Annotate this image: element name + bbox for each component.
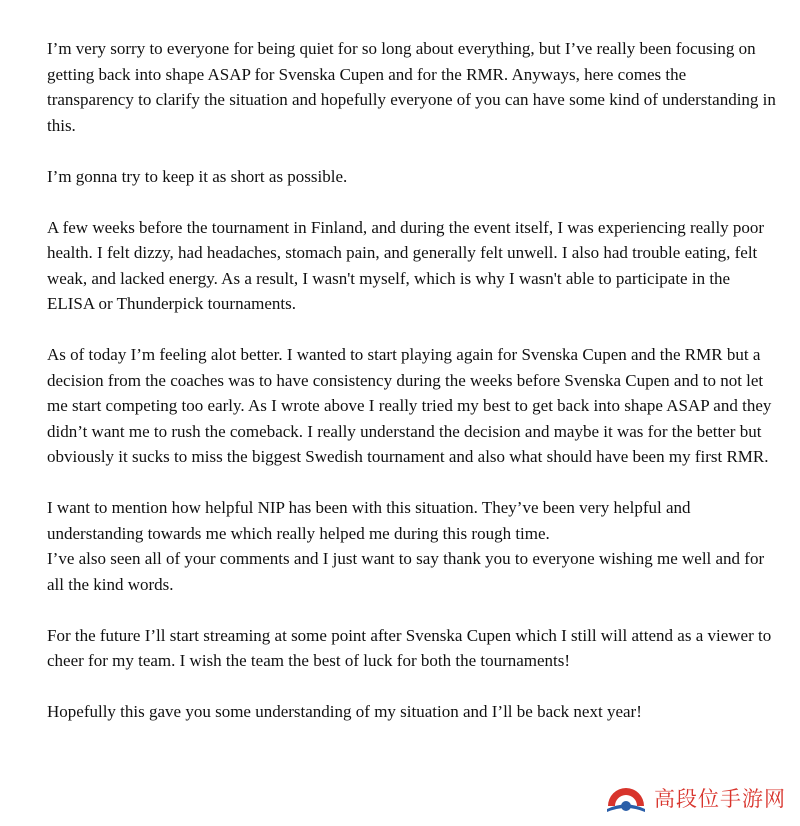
paragraph-4: As of today I’m feeling alot better. I wanted to start playing again for Svenska Cupen and the RMR but a decision from the coaches was to have consistency during the weeks before Svenska Cupen and to not let me start competing too early. As I wrote above I really tried my best to get back into shape ASAP and they didn’t want me to rush the comeback. I really understand the decision and maybe it was for the better but obviously it sucks to miss the biggest Swedish tournament and also what should have been my first RMR. — [47, 345, 772, 466]
site-logo-icon — [604, 780, 648, 816]
watermark-text: 高段位手游网 — [654, 787, 786, 811]
paragraph-7: Hopefully this gave you some understanding of my situation and I’ll be back next year! — [47, 702, 642, 721]
statement-text — [47, 36, 777, 750]
paragraph-6: For the future I’ll start streaming at some point after Svenska Cupen which I still will attend as a viewer to cheer for my team. I wish the team the best of luck for both the tournaments! — [47, 625, 772, 670]
paragraph-5: I want to mention how helpful NIP has been with this situation. They’ve been very helpful and understanding towards me which really helped me during this rough time. I’ve also seen all of your comments and I just want to say thank you to everyone wishing me well and for all the kind words. — [47, 498, 765, 594]
watermark — [604, 780, 786, 816]
paragraph-3: A few weeks before the tournament in Finland, and during the event itself, I was experiencing really poor health. I felt dizzy, had headaches, stomach pain, and generally felt unwell. I also had trouble eating, felt weak, and lacked energy. As a result, I wasn't myself, which is why I wasn't able to participate in the ELISA or Thunderpick tournaments. — [47, 217, 765, 313]
paragraph-2: I’m gonna try to keep it as short as possible. — [47, 166, 348, 186]
paragraph-1: I’m very sorry to everyone for being quiet for so long about everything, but I’ve really been focusing on getting back into shape ASAP for Svenska Cupen and for the RMR. Anyways, here comes the transparency to clarify the situation and hopefully everyone of you can have some kind of understanding in this. — [47, 39, 776, 135]
